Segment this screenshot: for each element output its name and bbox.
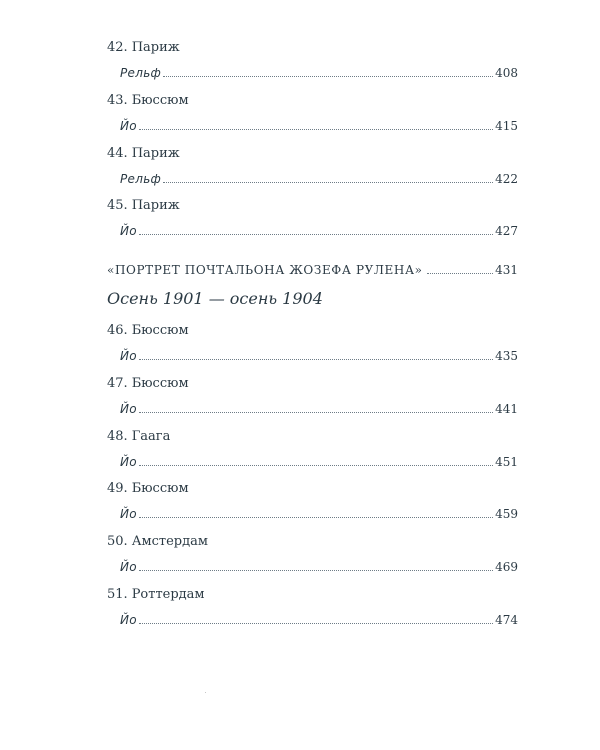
entry-place: Бюссюм [131,481,189,496]
dot-leader [139,358,493,360]
entry-place: Бюссюм [131,376,189,391]
entry-author: Йо [120,613,137,627]
period-heading: Осень 1901 — осень 1904 [107,289,323,308]
toc-entry[interactable] [107,481,518,521]
dot-leader [139,411,493,413]
entry-leader-line [107,558,518,574]
entry-leader-line [107,170,518,186]
entry-leader-line [107,117,518,133]
entry-number: 47. [107,376,128,391]
entry-page-number: 422 [495,172,518,186]
entry-place: Амстердам [131,534,208,549]
toc-entry[interactable] [107,534,518,574]
entry-heading [107,429,518,445]
entry-place: Париж [131,40,180,55]
dot-leader [139,128,493,130]
entry-page-number: 408 [495,66,518,80]
entry-leader-line [107,505,518,521]
toc-section[interactable] [107,263,518,277]
entry-place: Бюссюм [131,323,189,338]
section-title: «ПОРТРЕТ ПОЧТАЛЬОНА ЖОЗЕФА РУЛЕНА» [107,263,423,277]
toc-entry[interactable] [107,198,518,238]
entry-author: Йо [120,560,137,574]
toc-entry[interactable] [107,587,518,627]
entry-author: Рельф [120,66,162,80]
entry-page-number: 469 [495,560,518,574]
entry-heading [107,146,518,162]
entry-leader-line [107,347,518,363]
entry-number: 46. [107,323,128,338]
entry-heading [107,323,518,339]
entry-author: Йо [120,349,137,363]
dot-leader [139,516,493,518]
entry-heading [107,587,518,603]
entry-number: 45. [107,198,128,213]
entry-place: Париж [131,198,180,213]
entry-page-number: 435 [495,349,518,363]
entry-number: 44. [107,146,128,161]
entry-page-number: 415 [495,119,518,133]
toc-entry[interactable] [107,40,518,80]
entry-page-number: 474 [495,613,518,627]
entry-place: Роттердам [131,587,205,602]
dot-leader [139,233,493,235]
entry-author: Йо [120,402,137,416]
entry-leader-line [107,64,518,80]
toc-entry[interactable] [107,376,518,416]
toc-entry[interactable] [107,93,518,133]
entry-number: 51. [107,587,128,602]
entry-number: 43. [107,93,128,108]
entry-author: Рельф [120,172,162,186]
entry-leader-line [107,222,518,238]
entry-author: Йо [120,507,137,521]
toc-entry[interactable] [107,323,518,363]
entry-number: 50. [107,534,128,549]
entry-place: Гаага [131,429,171,444]
entry-number: 48. [107,429,128,444]
entry-author: Йо [120,119,137,133]
entry-author: Йо [120,455,137,469]
section-page-number: 431 [495,263,518,277]
entry-leader-line [107,453,518,469]
paper-speck [205,692,206,693]
entry-page-number: 451 [495,455,518,469]
entry-page-number: 459 [495,507,518,521]
dot-leader [139,569,493,571]
toc-entry[interactable] [107,429,518,469]
dot-leader [163,75,493,77]
entry-leader-line [107,400,518,416]
dot-leader [163,181,493,183]
entry-page-number: 427 [495,224,518,238]
entry-author: Йо [120,224,137,238]
entry-heading [107,93,518,109]
toc-entry[interactable] [107,146,518,186]
entry-place: Париж [131,146,180,161]
entry-heading [107,376,518,392]
entry-number: 49. [107,481,128,496]
entry-heading [107,534,518,550]
dot-leader [139,464,493,466]
entry-heading [107,198,518,214]
entry-leader-line [107,611,518,627]
dot-leader [139,622,493,624]
entry-heading [107,481,518,497]
dot-leader [427,272,494,274]
entry-page-number: 441 [495,402,518,416]
entry-heading [107,40,518,56]
entry-place: Бюссюм [131,93,189,108]
entry-number: 42. [107,40,128,55]
